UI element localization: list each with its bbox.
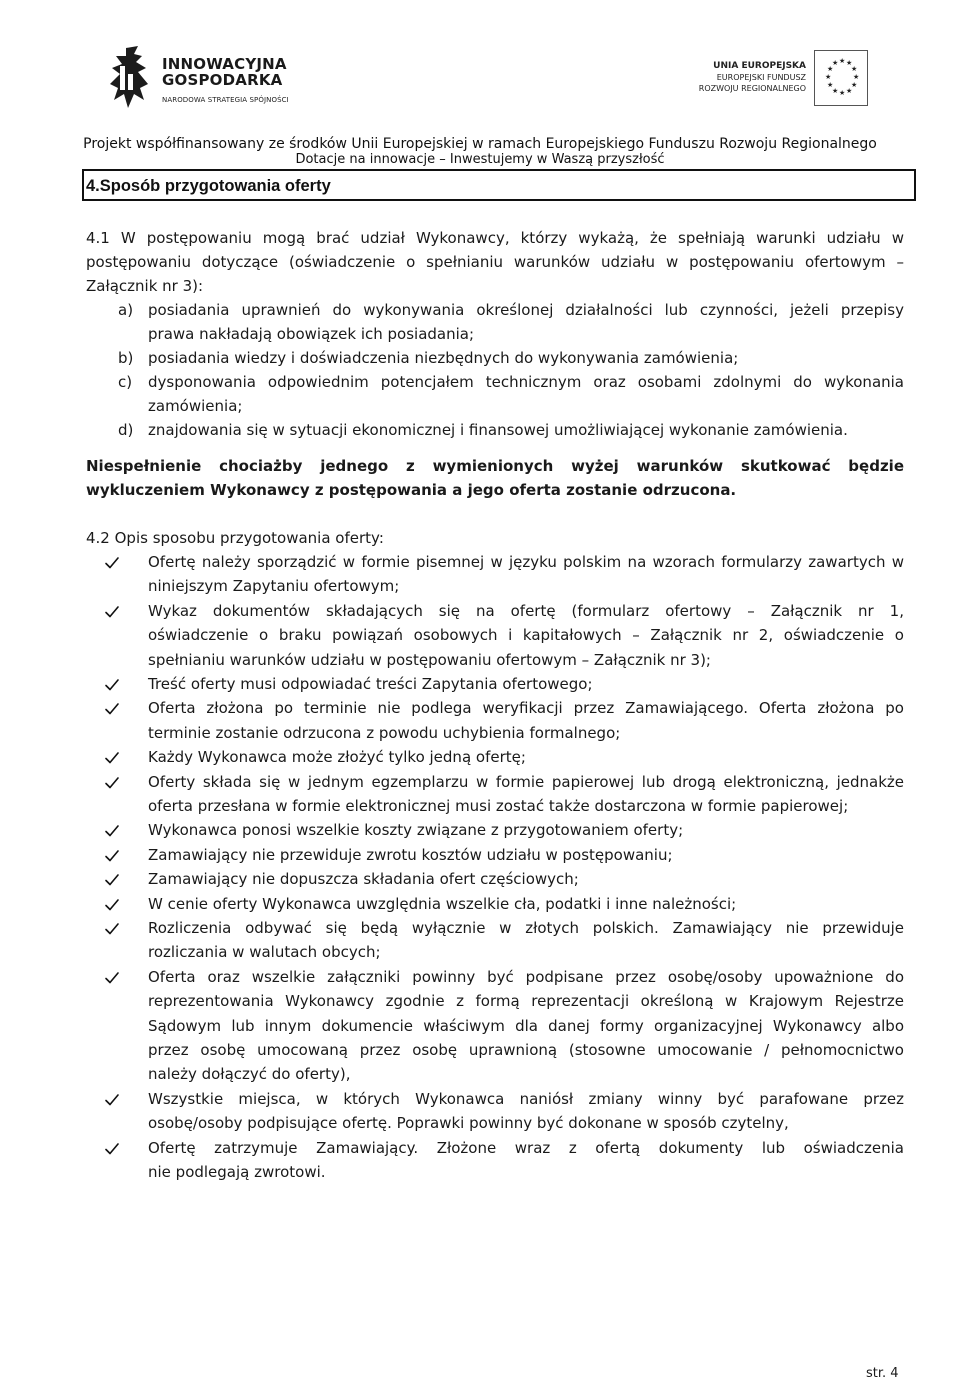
- sub-heading: 4.2 Opis sposobu przygotowania oferty:: [86, 529, 384, 547]
- requirement-text: Sądowym lub innym dokumencie właściwym dla danej formy organizacyjnej Wykonawcy albo: [148, 1016, 904, 1035]
- intro-line-1: 4.1 W postępowaniu mogą brać udział Wykonawcy, którzy wykażą, że spełniają warunki udziału w: [86, 229, 904, 247]
- checkmark-icon: [104, 970, 120, 986]
- svg-text:★: ★: [825, 73, 832, 81]
- checkmark-icon: [104, 1141, 120, 1157]
- eu-logo-line3: ROZWOJU REGIONALNEGO: [698, 84, 806, 93]
- requirement-text: należy dołączyć do oferty),: [148, 1065, 351, 1084]
- condition-marker: a): [118, 301, 134, 319]
- requirement-text: Rozliczenia odbywać się będą wyłącznie w złotych polskich. Zamawiający nie przewiduje: [148, 919, 904, 937]
- eu-flag-icon: [814, 50, 868, 106]
- requirement-text: oświadczenie o braku powiązań osobowych i kapitałowych – Załącznik nr 2, oświadczenie o: [148, 626, 904, 645]
- svg-text:★: ★: [839, 89, 846, 97]
- svg-text:★: ★: [846, 59, 853, 67]
- svg-text:★: ★: [851, 81, 858, 89]
- checkmark-icon: [104, 897, 120, 913]
- requirement-text: spełnianiu warunków udziału w postępowaniu ofertowym – Załącznik nr 3);: [148, 650, 711, 669]
- svg-text:★: ★: [851, 65, 858, 73]
- slogan: Dotacje na innowacje – Inwestujemy w Waszą przyszłość: [295, 152, 665, 167]
- condition-marker: d): [118, 421, 134, 439]
- checkmark-icon: [104, 750, 120, 766]
- requirement-text: rozliczania w walutach obcych;: [148, 943, 381, 962]
- checkmark-icon: [104, 555, 120, 571]
- checkmark-icon: [104, 677, 120, 693]
- requirement-text: Wykonawca ponosi wszelkie koszty związane z przygotowaniem oferty;: [148, 821, 684, 840]
- requirement-text: Treść oferty musi odpowiadać treści Zapytania ofertowego;: [148, 675, 593, 693]
- svg-text:★: ★: [832, 59, 839, 67]
- requirement-text: Oferty składa się w jednym egzemplarzu w formie papierowej lub drogą elektroniczną, jednakże: [148, 772, 904, 791]
- svg-text:★: ★: [853, 73, 860, 81]
- ig-logo-subtitle: NARODOWA STRATEGIA SPÓJNOŚCI: [162, 96, 289, 104]
- condition-text: dysponowania odpowiednim potencjałem technicznym oraz osobami zdolnymi do wykonania: [148, 373, 904, 391]
- innowacyjna-gospodarka-logo: [108, 44, 308, 114]
- ig-title-line1: INNOWACYJNA: [162, 55, 287, 73]
- condition-marker: c): [118, 373, 133, 391]
- requirement-text: Zamawiający nie przewiduje zwrotu kosztów udziału w postępowaniu;: [148, 845, 673, 864]
- svg-text:★: ★: [827, 81, 834, 89]
- eu-logo-line1: UNIA EUROPEJSKA: [713, 61, 806, 71]
- checkmark-icon: [104, 775, 120, 791]
- warning-line-2: wykluczeniem Wykonawcy z postępowania a jego oferta zostanie odrzucona.: [86, 481, 737, 499]
- checkmark-icon: [104, 921, 120, 937]
- ig-title-line2: GOSPODARKA: [162, 71, 283, 89]
- section-header-box: [82, 169, 916, 201]
- requirement-text: terminie zostanie odrzucona z powodu uchybienia formalnego;: [148, 723, 621, 742]
- condition-text: zamówienia;: [148, 397, 243, 415]
- requirement-text: W cenie oferty Wykonawca uwzględnia wszelkie cła, podatki i inne należności;: [148, 894, 737, 913]
- condition-marker: b): [118, 349, 134, 367]
- requirement-text: nie podlegają zwrotowi.: [148, 1163, 326, 1181]
- section-title: 4.Sposób przygotowania oferty: [86, 177, 331, 195]
- checkmark-icon: [104, 1092, 120, 1108]
- intro-line-3: Załącznik nr 3):: [86, 277, 204, 295]
- requirement-text: reprezentowania Wykonawcy zgodnie z formą reprezentacji określoną w Krajowym Rejestrze: [148, 992, 904, 1011]
- svg-text:★: ★: [839, 57, 846, 65]
- project-cofinancing-note: Projekt współfinansowany ze środków Unii Europejskiej w ramach Europejskiego Funduszu Rozwoju Regionalnego: [83, 136, 877, 152]
- svg-text:★: ★: [832, 87, 839, 95]
- ig-logo-icon: [108, 44, 160, 112]
- requirement-text: Oferta złożona po terminie nie podlega weryfikacji przez Zamawiającego. Oferta złożona po: [148, 699, 904, 718]
- condition-text: posiadania uprawnień do wykonywania określonej działalności lub czynności, jeżeli przepisy: [148, 301, 904, 319]
- eu-logo-line2: EUROPEJSKI FUNDUSZ: [716, 73, 806, 82]
- requirement-text: Oferta oraz wszelkie załączniki powinny być podpisane przez osobę/osoby upoważnione do: [148, 967, 904, 986]
- requirement-text: oferta przesłana w formie elektronicznej musi zostać także dostarczona w formie papierowej;: [148, 797, 849, 815]
- condition-text: prawa nakładają obowiązek ich posiadania;: [148, 325, 475, 343]
- intro-line-2: postępowaniu dotyczące (oświadczenie o spełnianiu warunków udziału w postępowaniu ofertowym –: [86, 253, 904, 271]
- requirement-text: niniejszym Zapytaniu ofertowym;: [148, 577, 400, 596]
- requirement-text: przez osobę umocowaną przez osobę uprawnioną (stosowne umocowanie / pełnomocnictwo: [148, 1041, 904, 1059]
- checkmark-icon: [104, 604, 120, 620]
- checkmark-icon: [104, 872, 120, 888]
- svg-text:★: ★: [827, 65, 834, 73]
- ig-logo-title: [162, 56, 287, 88]
- requirement-text: Wykaz dokumentów składających się na ofertę (formularz ofertowy – Załącznik nr 1,: [148, 601, 904, 620]
- eu-logo-text: [699, 61, 806, 94]
- svg-text:★: ★: [846, 87, 853, 95]
- requirement-text: Ofertę zatrzymuje Zamawiający. Złożone wraz z ofertą dokumenty lub oświadczenia: [148, 1138, 904, 1157]
- requirement-text: Wszystkie miejsca, w których Wykonawca naniósł zmiany winny być parafowane przez: [148, 1089, 904, 1108]
- condition-text: znajdowania się w sytuacji ekonomicznej i finansowej umożliwiającej wykonanie zamówienia.: [148, 421, 848, 439]
- checkmark-icon: [104, 823, 120, 839]
- requirement-text: Ofertę należy sporządzić w formie pisemnej w języku polskim na wzorach formularzy zawartych w: [148, 553, 904, 571]
- requirement-text: Każdy Wykonawca może złożyć tylko jedną ofertę;: [148, 748, 526, 767]
- eu-logo: [668, 50, 868, 110]
- checkmark-icon: [104, 848, 120, 864]
- page-number: str. 4: [866, 1366, 899, 1381]
- requirement-text: osobę/osoby podpisujące ofertę. Poprawki powinny być dokonane w sposób czytelny,: [148, 1114, 789, 1133]
- requirement-text: Zamawiający nie dopuszcza składania ofert częściowych;: [148, 870, 579, 889]
- checkmark-icon: [104, 701, 120, 717]
- warning-line-1: Niespełnienie chociażby jednego z wymienionych wyżej warunków skutkować będzie: [86, 457, 904, 475]
- condition-text: posiadania wiedzy i doświadczenia niezbędnych do wykonywania zamówienia;: [148, 349, 739, 367]
